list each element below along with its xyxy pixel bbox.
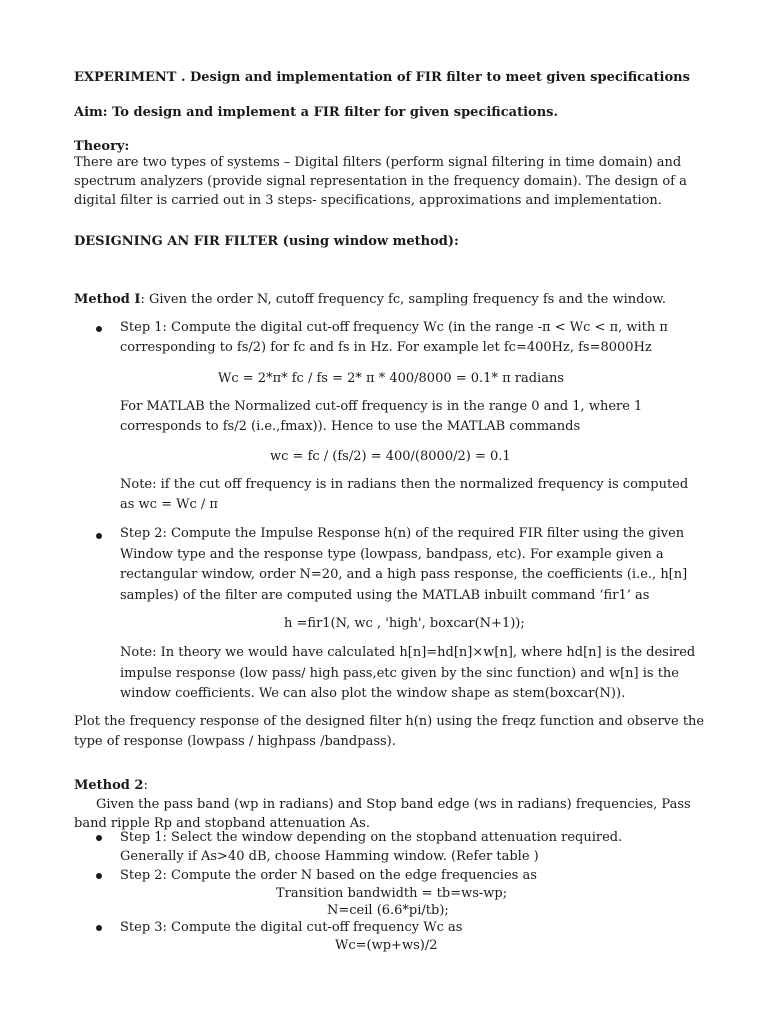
- plot-instruction: Plot the frequency response of the designed filter h(n) using the freqz function and observe the type of response (lowpass / highpass /bandpass).: [74, 714, 705, 749]
- aim-heading: Aim: To design and implement a FIR filter for given specifications.: [74, 105, 558, 120]
- method1-step2: Step 2: Compute the Impulse Response h(n) of the required FIR filter using the given Window type and the response type (lowpass, bandpass, etc). For example given a rectangular window, order N=20, and a high pass response, the coefficients (i.e., h[n] samples) of the filter are computed using the MATLAB inbuilt command ‘fir1’ as: [120, 526, 688, 603]
- method2-colon: :: [143, 778, 148, 793]
- equation-fir1: h =fir1(N, wc , 'high', boxcar(N+1));: [284, 616, 525, 631]
- bullet-icon: [96, 919, 104, 927]
- method1-intro-text: : Given the order N, cutoff frequency fc, sampling frequency fs and the window.: [140, 292, 666, 307]
- method2-label: Method 2: [74, 778, 144, 793]
- method2-step3: Step 3: Compute the digital cut-off frequency Wc as: [120, 920, 463, 935]
- bullet-icon: [96, 320, 104, 328]
- bullet-icon: [96, 527, 104, 535]
- method1-step1: Step 1: Compute the digital cut-off frequency Wc (in the range -π < Wc < π, with π corresponding to fs/2) for fc and fs in Hz. For example let fc=400Hz, fs=8000Hz: [120, 320, 668, 355]
- method1-intro: [74, 290, 714, 309]
- equation-transition-bandwidth: Transition bandwidth = tb=ws-wp;: [276, 886, 508, 901]
- designing-heading: DESIGNING AN FIR FILTER (using window method):: [74, 234, 459, 249]
- bullet-icon: [96, 829, 104, 837]
- method2-step1: Step 1: Select the window depending on the stopband attenuation required. Generally if As>40 dB, choose Hamming window. (Refer table ): [120, 830, 623, 864]
- method1-note1: Note: if the cut off frequency is in radians then the normalized frequency is computed as wc = Wc / π: [120, 477, 689, 512]
- equation-order-n: N=ceil (6.6*pi/tb);: [327, 903, 449, 918]
- equation-wc: Wc = 2*π* fc / fs = 2* π * 400/8000 = 0.1* π radians: [218, 371, 564, 386]
- equation-cutoff-wc: Wc=(wp+ws)/2: [335, 938, 438, 953]
- experiment-title: EXPERIMENT . Design and implementation of FIR filter to meet given specifications: [74, 70, 690, 85]
- equation-normalized-wc: wc = fc / (fs/2) = 400/(8000/2) = 0.1: [270, 449, 511, 464]
- theory-heading: Theory:: [74, 139, 130, 154]
- theory-paragraph: There are two types of systems – Digital filters (perform signal filtering in time domain) and spectrum analyzers (provide signal representation in the frequency domain). The design of a digital filter is carried out in 3 steps- specifications, approximations and implementation.: [74, 155, 687, 208]
- method2-heading: [74, 776, 694, 795]
- method2-step2: Step 2: Compute the order N based on the edge frequencies as: [120, 868, 537, 883]
- method1-note2: Note: In theory we would have calculated h[n]=hd[n]×w[n], where hd[n] is the desired impulse response (low pass/ high pass,etc given by the sinc function) and w[n] is the window coefficients. We can also plot the window shape as stem(boxcar(N)).: [120, 645, 696, 701]
- matlab-note: For MATLAB the Normalized cut-off frequency is in the range 0 and 1, where 1 corresponds to fs/2 (i.e.,fmax)). Hence to use the MATLAB commands: [120, 399, 643, 434]
- method2-intro: Given the pass band (wp in radians) and Stop band edge (ws in radians) frequencies, Pass band ripple Rp and stopband attenuation As.: [74, 797, 691, 831]
- bullet-icon: [96, 867, 104, 875]
- method1-label: Method I: [74, 292, 141, 307]
